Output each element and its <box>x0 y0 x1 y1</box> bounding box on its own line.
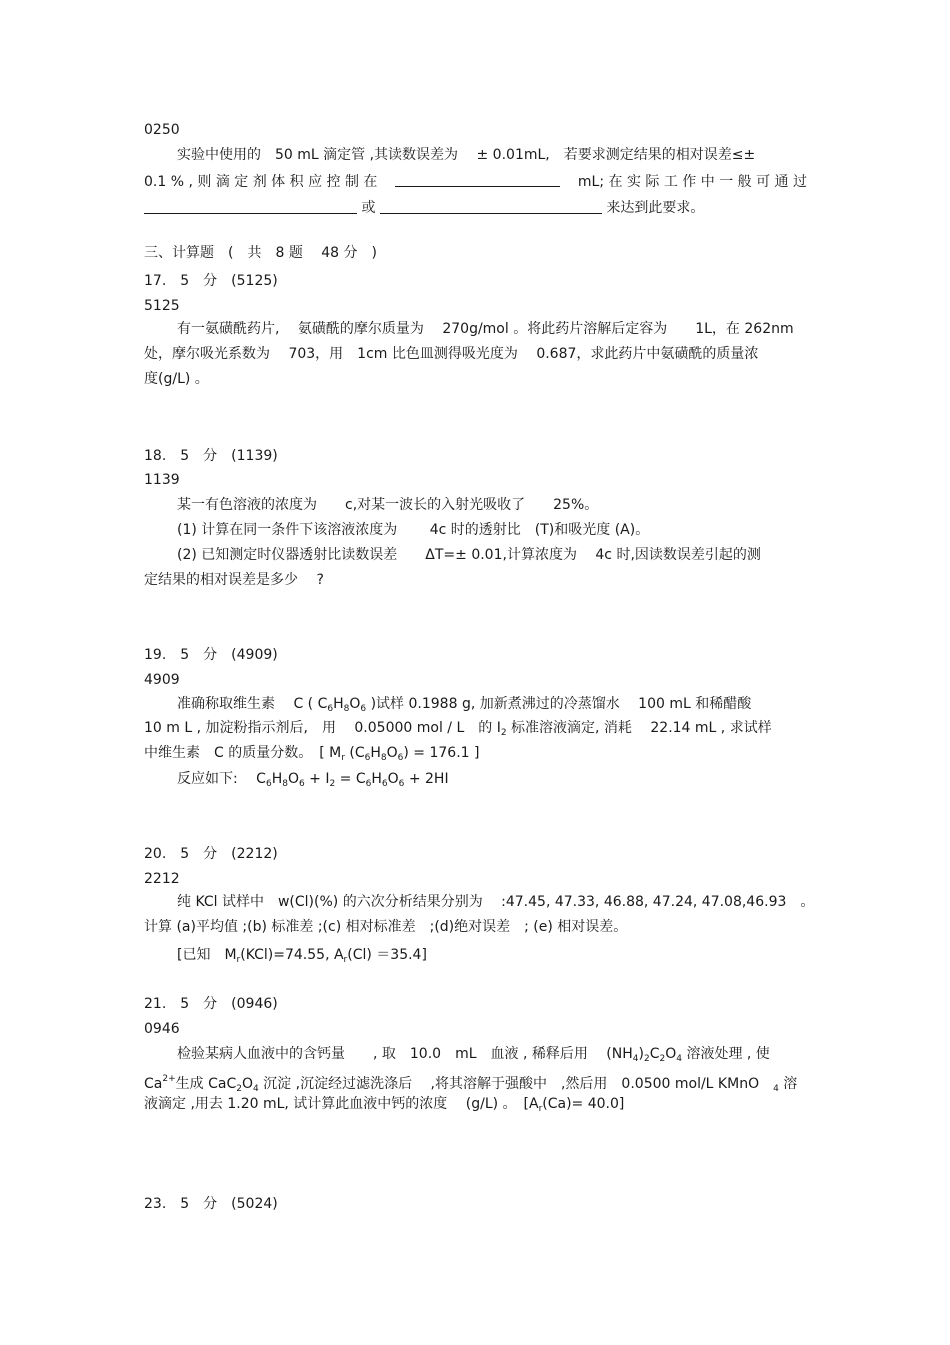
question-text: 液滴定 ,用去 1.20 mL, 试计算此血液中钙的浓度 (g/L) 。 $[A_r(Ca)= 40.0]$ <box>144 1096 625 1114</box>
question-text: $Ca^{2+}$生成 $CaC_2O_4$ 沉淀 ,沉淀经过滤洗涤后 ,将其溶解于强酸中 ,然后用 0.0500 mol/L KMnO $_4$ 溶 <box>144 1074 798 1094</box>
question-text: 度(g/L) 。 <box>144 371 209 387</box>
question-text: [已知 $M_r(KCl)=74.55$, $A_r(Cl) =35.4$] <box>177 947 427 965</box>
question-text: 中维生素 C 的质量分数。 [ $M_r$ $(C_6H_8O_6) = 176.1$ ] <box>144 745 480 763</box>
answer-blank <box>144 199 357 214</box>
question-code: 1139 <box>144 472 180 488</box>
question-text: 处，摩尔吸光系数为 703，用 1cm 比色皿测得吸光度为 0.687，求此药片中氨磺酰的质量浓 <box>144 346 759 362</box>
section-title: 三、计算题 ( 共 8 题 48 分 ) <box>144 245 377 261</box>
question-header: 18. 5 分 (1139) <box>144 448 278 464</box>
question-header: 20. 5 分 (2212) <box>144 846 278 862</box>
question-code: 2212 <box>144 871 180 887</box>
question-text: 实验中使用的 50 mL 滴定管 ,其读数误差为 ± 0.01mL, 若要求测定结果的相对误差≤± <box>177 147 756 163</box>
question-text: mL; 在 实 际 工 作 中 一 般 可 通 过 <box>577 174 807 190</box>
question-text: 有一氨磺酰药片, 氨磺酰的摩尔质量为 270g/mol 。将此药片溶解后定容为 1L，在 262nm <box>177 321 794 337</box>
question-text: 准确称取维生素 C ( $C_6H_8O_6$ )试样 0.1988 g, 加新煮沸过的冷蒸馏水 100 mL 和稀醋酸 <box>177 696 752 714</box>
question-header: 17. 5 分 (5125) <box>144 273 278 289</box>
question-text: 0.1 % , 则 滴 定 剂 体 积 应 控 制 在 <box>144 174 378 190</box>
question-text: 计算 (a)平均值 ;(b) 标准差 ;(c) 相对标准差 ;(d)绝对误差 ; (e) 相对误差。 <box>144 919 628 935</box>
question-text: 某一有色溶液的浓度为 c,对某一波长的入射光吸收了 25%。 <box>177 497 599 513</box>
answer-blank <box>380 199 602 214</box>
question-text-line <box>144 198 704 218</box>
question-text: 检验某病人血液中的含钙量 , 取 10.0 mL 血液 , 稀释后用 $(NH_4)_2C_2O_4$ 溶液处理 , 使 <box>177 1046 770 1064</box>
question-code: 0946 <box>144 1021 180 1037</box>
question-header: 23. 5 分 (5024) <box>144 1196 278 1212</box>
question-text: (2) 已知测定时仪器透射比读数误差 ΔT=± 0.01,计算浓度为 4c 时,因读数误差引起的测 <box>177 547 761 563</box>
answer-blank <box>395 172 560 187</box>
question-text: 来达到此要求。 <box>606 200 705 216</box>
question-text: 10 m L , 加淀粉指示剂后, 用 0.05000 mol / L 的 $I_2$ 标准溶液滴定, 消耗 22.14 mL , 求试样 <box>144 720 772 738</box>
question-header: 19. 5 分 (4909) <box>144 647 278 663</box>
reaction-equation: 反应如下: $C_6H_8O_6 + I_2 = C_6H_6O_6 + 2HI$ <box>177 771 449 789</box>
question-code: 4909 <box>144 672 180 688</box>
question-code: 5125 <box>144 298 180 314</box>
question-text: 纯 KCl 试样中 w(Cl)(%) 的六次分析结果分别为 :47.45, 47.33, 46.88, 47.24, 47.08,46.93 。 <box>177 894 815 910</box>
question-header: 21. 5 分 (0946) <box>144 996 278 1012</box>
question-text: 定结果的相对误差是多少 ? <box>144 572 324 588</box>
question-text: (1) 计算在同一条件下该溶液浓度为 4c 时的透射比 (T)和吸光度 (A)。 <box>177 522 650 538</box>
question-text-line <box>144 172 807 192</box>
question-code: 0250 <box>144 122 180 138</box>
question-text: 或 <box>361 200 376 216</box>
